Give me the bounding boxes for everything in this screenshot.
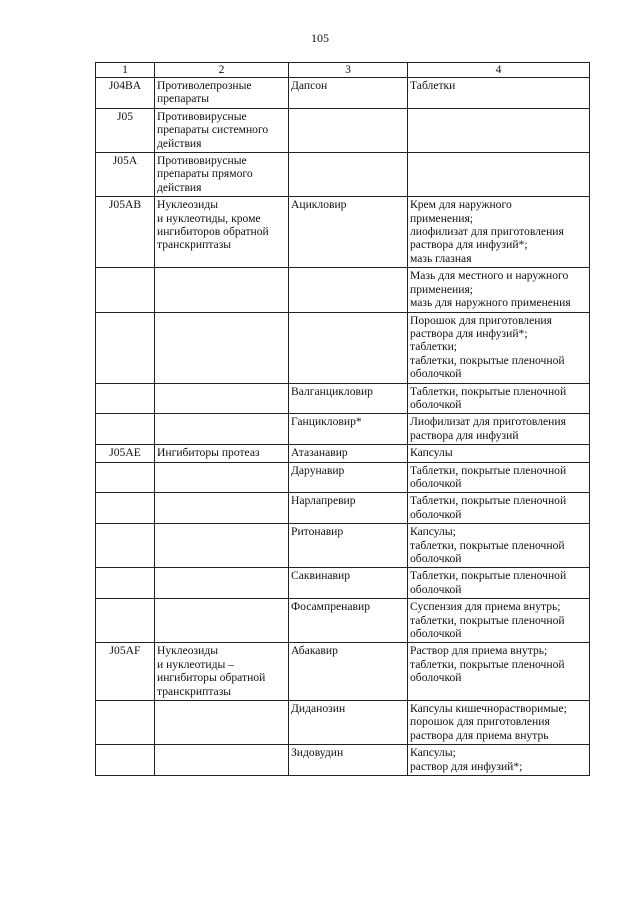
dosage-form-cell [408, 153, 590, 197]
group-name-cell [155, 493, 289, 524]
drug-name-cell [289, 568, 408, 599]
atc-code-cell [96, 462, 155, 493]
drug-name-cell-text: Ганцикловир* [291, 415, 362, 429]
drug-name-cell [289, 268, 408, 312]
group-name-cell [155, 462, 289, 493]
group-name-cell-text: Нуклеозиды и нуклеотиды – ингибиторы обратной транскриптазы [157, 644, 266, 698]
drug-name-cell [289, 745, 408, 776]
drug-name-cell-text: Валганцикловир [291, 384, 373, 398]
group-name-cell-text: Нуклеозиды и нуклеотиды, кроме ингибиторов обратной транскриптазы [157, 198, 269, 252]
drug-name-cell-text: Фосампренавир [291, 600, 370, 614]
dosage-form-cell [408, 445, 590, 462]
drug-name-cell [289, 414, 408, 445]
dosage-form-cell [408, 268, 590, 312]
group-name-cell [155, 445, 289, 462]
dosage-form-cell-text: Таблетки, покрытые пленочной оболочкой [410, 384, 567, 411]
table-row [96, 414, 590, 445]
table-header-row [96, 63, 590, 78]
page-number: 105 [311, 31, 329, 45]
atc-code-cell [96, 312, 155, 383]
drug-name-cell [289, 701, 408, 745]
atc-code-cell-text: J05AB [108, 198, 142, 212]
drug-name-cell [289, 643, 408, 701]
drug-name-cell-text: Ацикловир [291, 198, 347, 212]
drug-name-cell-text: Атазанавир [291, 446, 348, 460]
drug-name-cell [289, 462, 408, 493]
drug-name-cell-text: Дарунавир [291, 463, 345, 477]
drug-name-cell [289, 524, 408, 568]
group-name-cell [155, 312, 289, 383]
dosage-form-cell [408, 383, 590, 414]
table-row [96, 445, 590, 462]
table-row [96, 268, 590, 312]
dosage-form-cell-text: Порошок для приготовления раствора для инфузий*; таблетки; таблетки, покрытые пленочной оболочкой [410, 313, 565, 381]
column-header-1: 1 [96, 63, 155, 78]
atc-code-cell [96, 524, 155, 568]
drug-name-cell-text: Дапсон [291, 79, 328, 92]
atc-code-cell [96, 268, 155, 312]
drug-name-cell-text: Саквинавир [291, 569, 351, 583]
group-name-cell [155, 599, 289, 643]
atc-code-cell [96, 197, 155, 268]
drug-name-cell [289, 312, 408, 383]
group-name-cell [155, 108, 289, 152]
group-name-cell-text: Противолепрозные препараты [157, 79, 252, 106]
dosage-form-cell [408, 197, 590, 268]
table-row [96, 745, 590, 776]
drug-name-cell-text: Ритонавир [291, 525, 344, 539]
group-name-cell [155, 197, 289, 268]
atc-code-cell [96, 745, 155, 776]
dosage-form-cell-text: Капсулы; раствор для инфузий*; [410, 746, 523, 773]
dosage-form-cell [408, 599, 590, 643]
column-header-3: 3 [289, 63, 408, 78]
drug-name-cell [289, 108, 408, 152]
atc-code-cell-text: J05AE [109, 446, 141, 460]
table-row [96, 462, 590, 493]
dosage-form-cell [408, 462, 590, 493]
group-name-cell [155, 78, 289, 109]
drug-name-cell [289, 78, 408, 109]
group-name-cell [155, 153, 289, 197]
drug-name-cell-text: Зидовудин [291, 746, 344, 760]
drug-name-cell-text: Диданозин [291, 702, 346, 716]
group-name-cell [155, 383, 289, 414]
group-name-cell [155, 701, 289, 745]
dosage-form-cell [408, 493, 590, 524]
atc-code-cell-text: J05A [112, 154, 138, 168]
atc-code-cell-text: J04BA [108, 79, 142, 92]
table-row [96, 701, 590, 745]
dosage-form-cell-text: Капсулы [410, 446, 453, 460]
group-name-cell [155, 568, 289, 599]
table-row [96, 383, 590, 414]
atc-code-cell [96, 599, 155, 643]
table-row [96, 78, 590, 109]
table-row [96, 524, 590, 568]
drug-name-cell [289, 493, 408, 524]
table-row [96, 493, 590, 524]
dosage-form-cell-text: Мазь для местного и наружного применеиия; мазь для наружного применения [410, 269, 571, 310]
dosage-form-cell [408, 643, 590, 701]
dosage-form-cell-text: Таблетки, покрытые пленочной оболочкой [410, 569, 567, 596]
group-name-cell [155, 268, 289, 312]
group-name-cell-text: Противовирусные препараты системного действия [157, 109, 269, 150]
column-header-4: 4 [408, 63, 590, 78]
dosage-form-cell-text: Капсулы; таблетки, покрытые пленочной оболочкой [410, 525, 565, 565]
atc-code-cell [96, 701, 155, 745]
drug-name-cell [289, 599, 408, 643]
drug-name-cell [289, 197, 408, 268]
dosage-form-cell-text: Таблетки [410, 79, 456, 92]
group-name-cell-text: Ингибиторы протеаз [157, 446, 260, 460]
dosage-form-cell [408, 568, 590, 599]
group-name-cell [155, 524, 289, 568]
atc-code-cell [96, 153, 155, 197]
dosage-form-cell [408, 414, 590, 445]
table-row [96, 153, 590, 197]
atc-code-cell [96, 78, 155, 109]
dosage-form-cell-text: Таблетки, покрытые пленочной оболочкой [410, 494, 567, 521]
dosage-form-cell [408, 78, 590, 109]
drug-name-cell-text: Нарлапревир [291, 494, 356, 508]
dosage-form-cell [408, 524, 590, 568]
dosage-form-cell-text: Капсулы кишечнорастворимые; порошок для приготовления раствора для приема внутрь [410, 702, 567, 742]
atc-code-cell [96, 108, 155, 152]
group-name-cell-text: Противовирусные препараты прямого действия [157, 154, 253, 194]
atc-code-cell [96, 568, 155, 599]
atc-code-cell [96, 493, 155, 524]
table-row [96, 643, 590, 701]
medication-table [95, 62, 590, 776]
dosage-form-cell-text: Суспензия для приема внутрь; таблетки, покрытые пленочной оболочкой [410, 600, 565, 641]
dosage-form-cell [408, 701, 590, 745]
dosage-form-cell-text: Крем для наружного применения; лиофилизат для приготовления раствора для инфузий*; мазь глазная [410, 198, 564, 265]
group-name-cell [155, 745, 289, 776]
table-row [96, 312, 590, 383]
dosage-form-cell [408, 108, 590, 152]
dosage-form-cell [408, 312, 590, 383]
atc-code-cell-text: J05 [116, 109, 134, 123]
dosage-form-cell [408, 745, 590, 776]
group-name-cell [155, 643, 289, 701]
atc-code-cell [96, 445, 155, 462]
dosage-form-cell-text: Таблетки, покрытые пленочной оболочкой [410, 463, 567, 490]
atc-code-cell [96, 643, 155, 701]
table-row [96, 568, 590, 599]
table-row [96, 108, 590, 152]
table-row [96, 599, 590, 643]
dosage-form-cell-text: Лиофилизат для приготовления раствора для инфузий [410, 415, 566, 442]
atc-code-cell-text: J05AF [109, 644, 141, 658]
drug-name-cell [289, 383, 408, 414]
group-name-cell [155, 414, 289, 445]
column-header-2: 2 [155, 63, 289, 78]
drug-name-cell [289, 445, 408, 462]
drug-name-cell-text: Абакавир [291, 644, 338, 658]
table-row [96, 197, 590, 268]
atc-code-cell [96, 383, 155, 414]
atc-code-cell [96, 414, 155, 445]
drug-name-cell [289, 153, 408, 197]
dosage-form-cell-text: Раствор для приема внутрь; таблетки, покрытые пленочной оболочкой [410, 644, 565, 685]
